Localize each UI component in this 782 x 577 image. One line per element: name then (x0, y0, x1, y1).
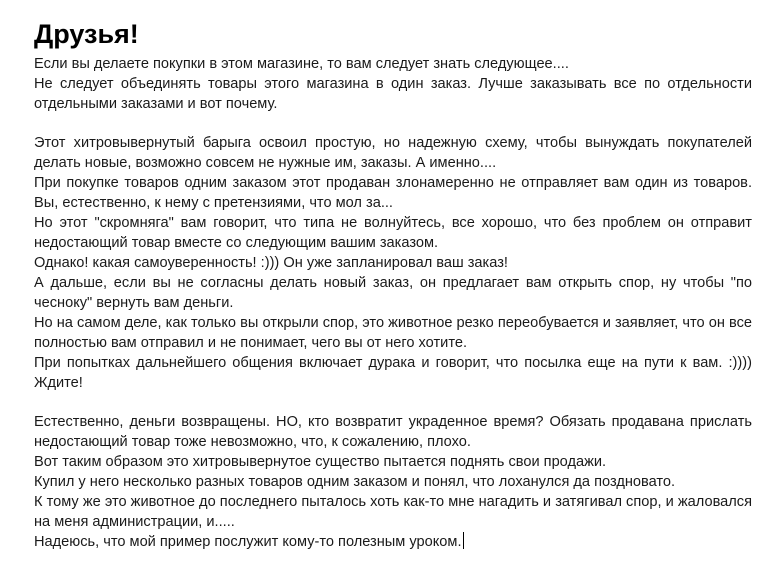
paragraph: К тому же это животное до последнего пыталось хоть как-то мне нагадить и затягивал спор, и жаловался на меня администрации, и..... (34, 494, 752, 530)
paragraph: Этот хитровывернутый барыга освоил простую, но надежную схему, чтобы вынуждать покупателей делать новые, возможно совсем не нужные им, заказы. А именно.... (34, 135, 752, 171)
document-body (34, 14, 752, 552)
paragraph: Не следует объединять товары этого магазина в один заказ. Лучше заказывать все по отдельности отдельными заказами и вот почему. (34, 76, 752, 112)
paragraph: А дальше, если вы не согласны делать новый заказ, он предлагает вам открыть спор, ну чтобы "по чесноку" вернуть вам деньги. (34, 275, 752, 311)
paragraph: Купил у него несколько разных товаров одним заказом и понял, что лоханулся да поздновато. (34, 474, 676, 490)
paragraph: Однако! какая самоуверенность! :))) Он уже запланировал ваш заказ! (34, 255, 508, 271)
paragraph-text: Надеюсь, что мой пример послужит кому-то полезным уроком. (34, 534, 462, 550)
paragraph-gap (34, 114, 752, 133)
paragraph: При попытках дальнейшего общения включает дурака и говорит, что посылка еще на пути к вам. :)))) Ждите! (34, 355, 752, 391)
paragraph: При покупке товаров одним заказом этот продаван злонамеренно не отправляет вам один из товаров. Вы, естественно, к нему с претензиями, что мол за... (34, 175, 752, 211)
document-title: Друзья! (34, 19, 139, 49)
paragraph-gap (34, 393, 752, 412)
paragraph: Вот таким образом это хитровывернутое существо пытается поднять свои продажи. (34, 454, 607, 470)
last-paragraph[interactable] (34, 532, 752, 552)
paragraph: Если вы делаете покупки в этом магазине, то вам следует знать следующее.... (34, 56, 569, 72)
paragraph: Естественно, деньги возвращены. НО, кто возвратит украденное время? Обязать продавана прислать недостающий товар тоже невозможно, что, к сожалению, плохо. (34, 414, 752, 450)
text-cursor (463, 532, 464, 549)
paragraph: Но этот "скромняга" вам говорит, что типа не волнуйтесь, все хорошо, что без проблем он отправит недостающий товар вместе со следующим вашим заказом. (34, 215, 752, 251)
paragraph: Но на самом деле, как только вы открыли спор, это животное резко переобувается и заявляет, что он все полностью вам отправил и не понимает, чего вы от него хотите. (34, 315, 752, 351)
